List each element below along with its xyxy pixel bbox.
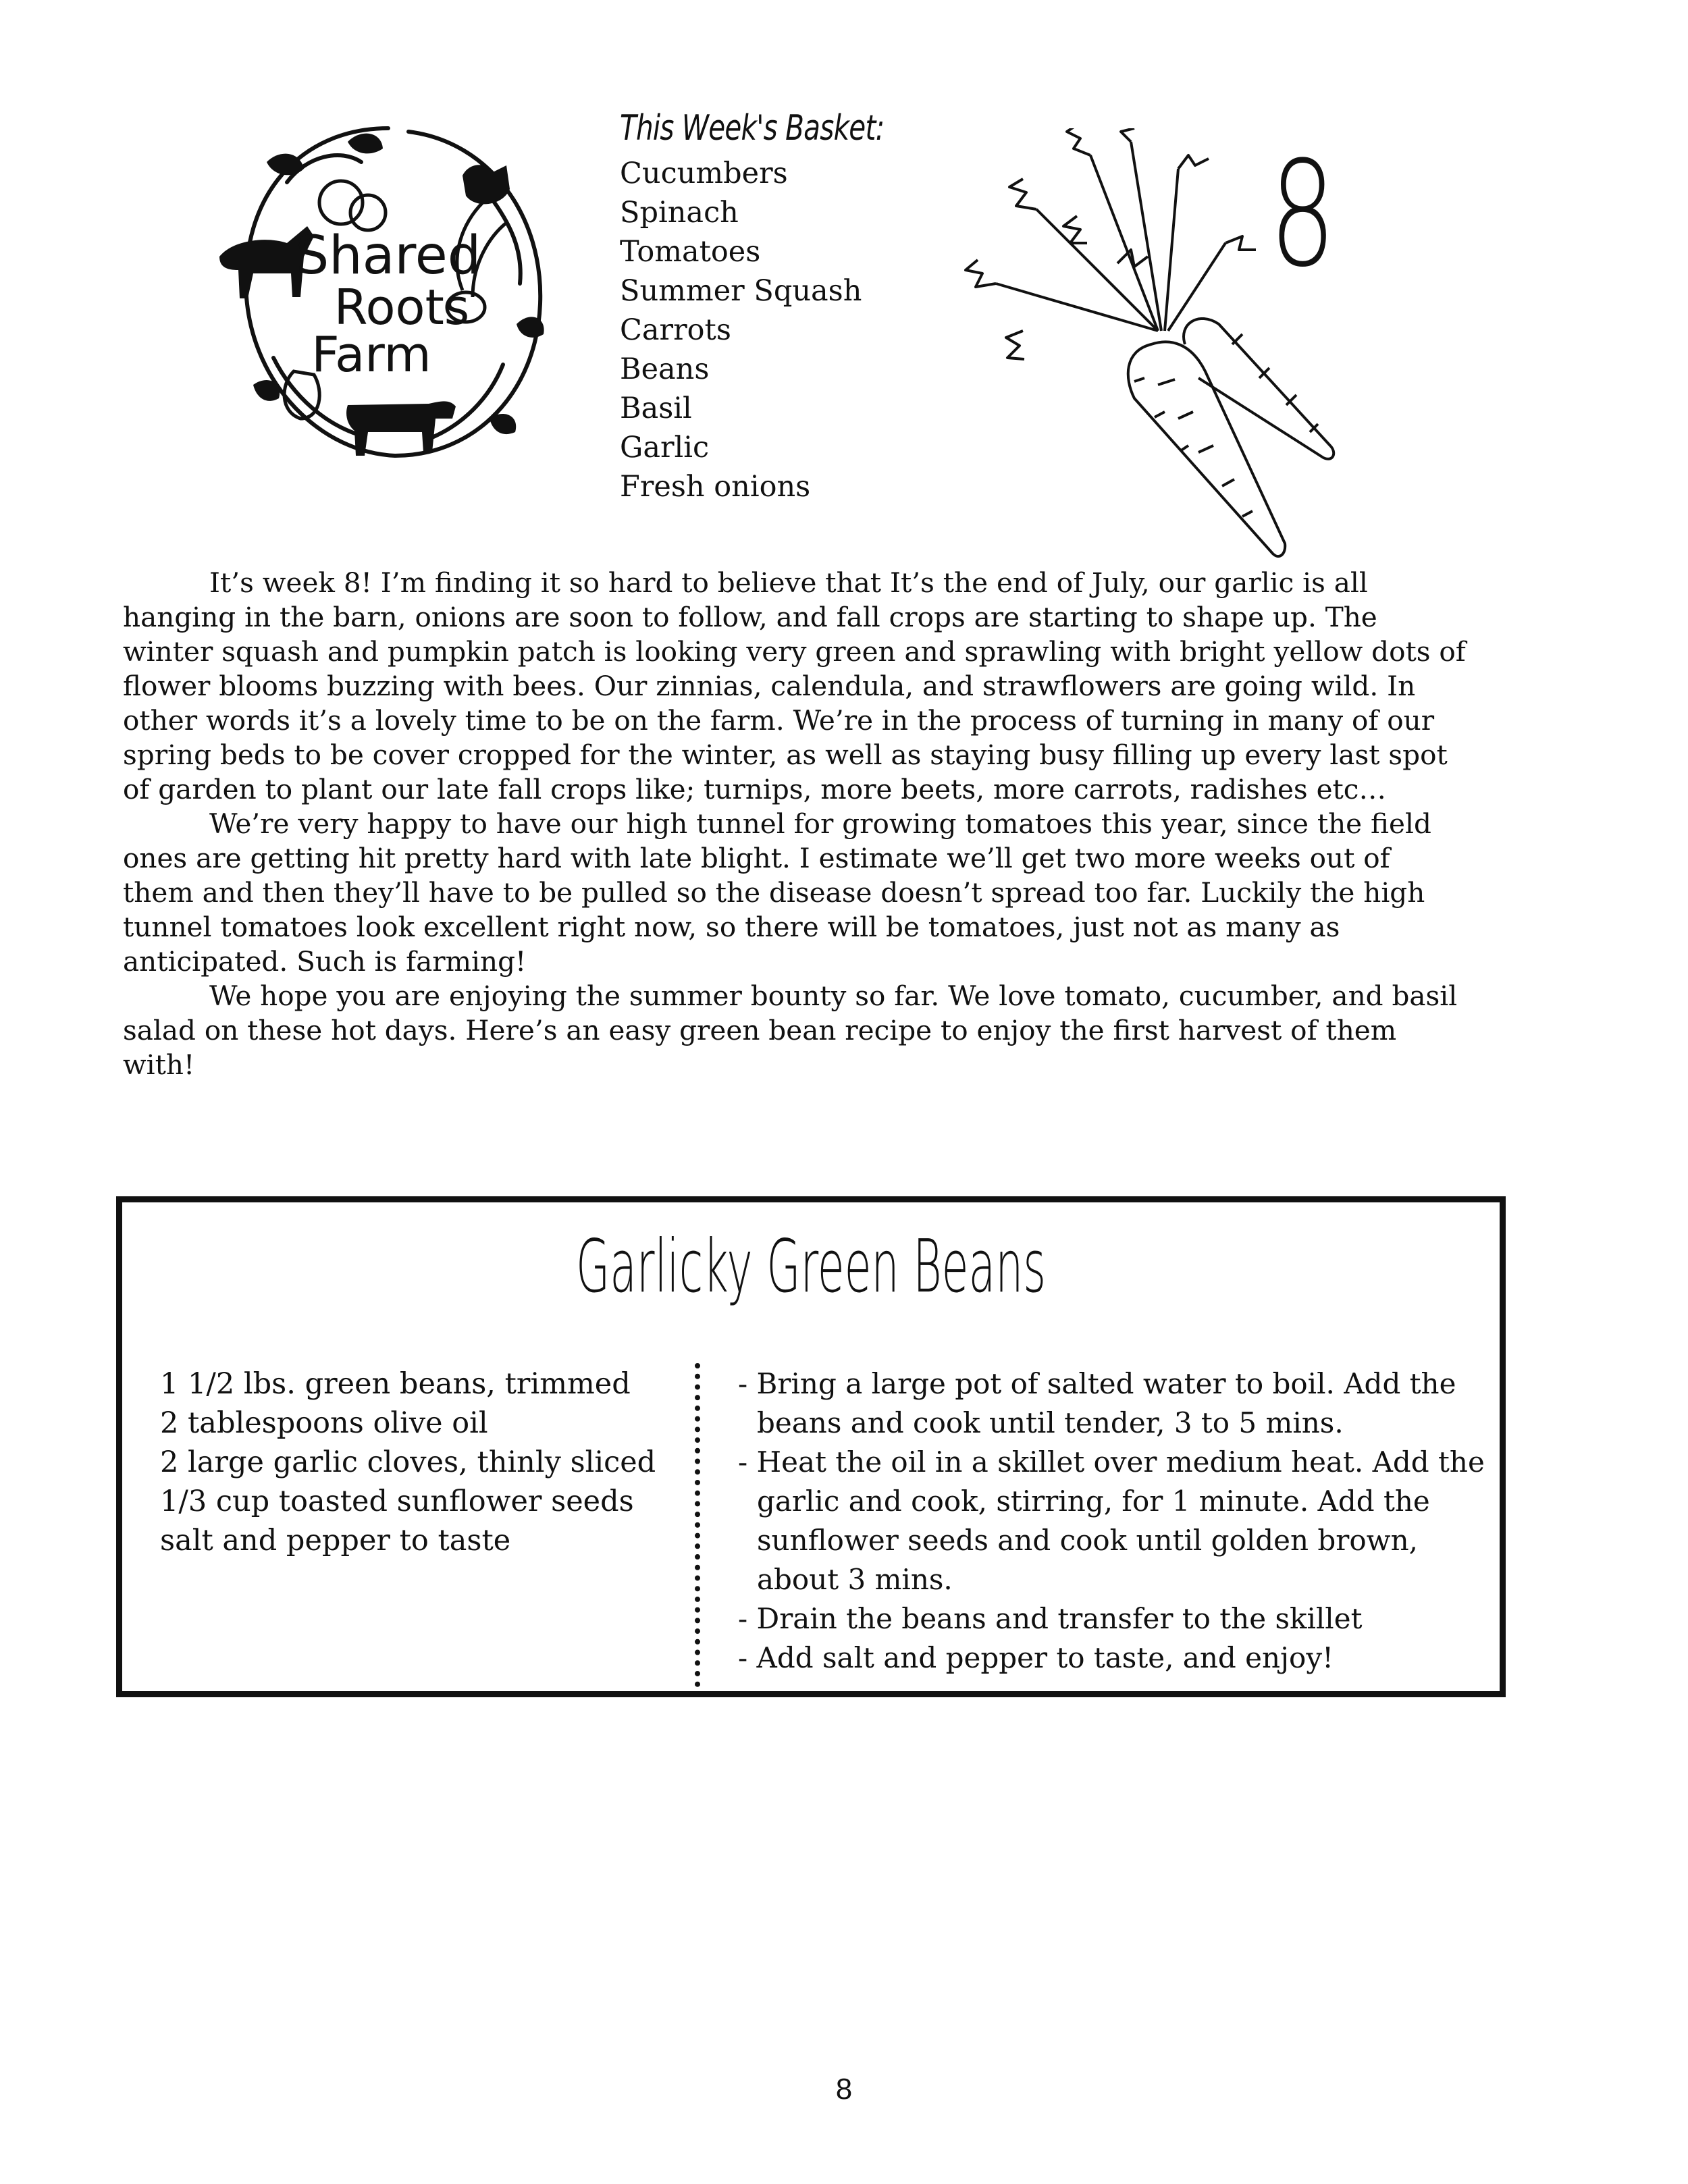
recipe-title-text: Garlicky Green Beans — [575, 1225, 1047, 1309]
basket-section — [620, 108, 971, 506]
intro-text — [123, 566, 1467, 1082]
basket-item: Garlic — [620, 431, 710, 464]
ingredient-item: 1/3 cup toasted sunflower seeds — [160, 1485, 634, 1518]
basket-title: This Week's Basket: — [620, 108, 885, 149]
intro-paragraph: It’s week 8! I’m finding it so hard to believe that It’s the end of July, our garlic is all hanging in the barn, onions are soon to follow, and fall crops are starting to shape up. The winter squash and pumpkin patch is looking very green and sprawling with bright yellow dots of flower blooms buzzing with bees. Our zinnias, calendula, and strawflowers are going wild. In other words it’s a lovely time to be on the farm. We’re in the process of turning in many of our spring beds to be cover cropped for the winter, as well as staying busy filling up every last spot of garden to plant our late fall crops like; turnips, more beets, more carrots, radishes etc… — [123, 566, 1466, 805]
step-item: - Add salt and pepper to taste, and enjoy! — [738, 1639, 1494, 1678]
ingredient-item: 1 1/2 lbs. green beans, trimmed — [160, 1367, 631, 1401]
basket-item: Cucumbers — [620, 157, 788, 190]
logo-line-farm: Farm — [311, 326, 431, 383]
basket-item: Carrots — [620, 313, 731, 347]
intro-paragraph: We’re very happy to have our high tunnel for growing tomatoes this year, since the field ones are getting hit pretty hard with late blight. I estimate we’ll get two more weeks out of them and then they’ll have to be pulled so the disease doesn’t spread too far. Luckily the high tunnel tomatoes look excellent right now, so there will be tomatoes, just not as many as anticipated. Such is farming! — [123, 807, 1431, 978]
basket-item: Beans — [620, 352, 710, 386]
dotted-divider — [695, 1363, 700, 1687]
logo-line-shared: Shared — [295, 225, 481, 286]
recipe-title — [122, 1225, 1500, 1309]
basket-item: Summer Squash — [620, 274, 862, 308]
ingredient-item: 2 large garlic cloves, thinly sliced — [160, 1445, 656, 1479]
week-number: 8 — [1269, 130, 1336, 299]
ingredient-item: salt and pepper to taste — [160, 1524, 511, 1557]
basket-list — [620, 154, 971, 506]
steps-list — [738, 1364, 1494, 1678]
step-item: - Drain the beans and transfer to the skillet — [738, 1599, 1494, 1639]
shared-roots-farm-logo-icon — [206, 101, 571, 486]
basket-item: Spinach — [620, 196, 739, 230]
basket-item: Tomatoes — [620, 235, 761, 269]
basket-item: Fresh onions — [620, 470, 811, 504]
logo-line-roots: Roots — [334, 279, 470, 336]
farm-logo — [206, 101, 571, 486]
intro-paragraph: We hope you are enjoying the summer bounty so far. We love tomato, cucumber, and basil salad on these hot days. Here’s an easy green bean recipe to enjoy the first harvest of them with! — [123, 980, 1458, 1081]
step-item: - Heat the oil in a skillet over medium heat. Add the garlic and cook, stirring, for 1 minute. Add the sunflower seeds and cook until golden brown, about 3 mins. — [738, 1443, 1494, 1599]
ingredient-item: 2 tablespoons olive oil — [160, 1406, 488, 1440]
page-number: 8 — [835, 2073, 853, 2106]
recipe-box — [116, 1196, 1506, 1697]
ingredients-list — [160, 1364, 700, 1560]
basket-item: Basil — [620, 392, 692, 425]
step-item: - Bring a large pot of salted water to boil. Add the beans and cook until tender, 3 to 5 mins. — [738, 1364, 1494, 1443]
